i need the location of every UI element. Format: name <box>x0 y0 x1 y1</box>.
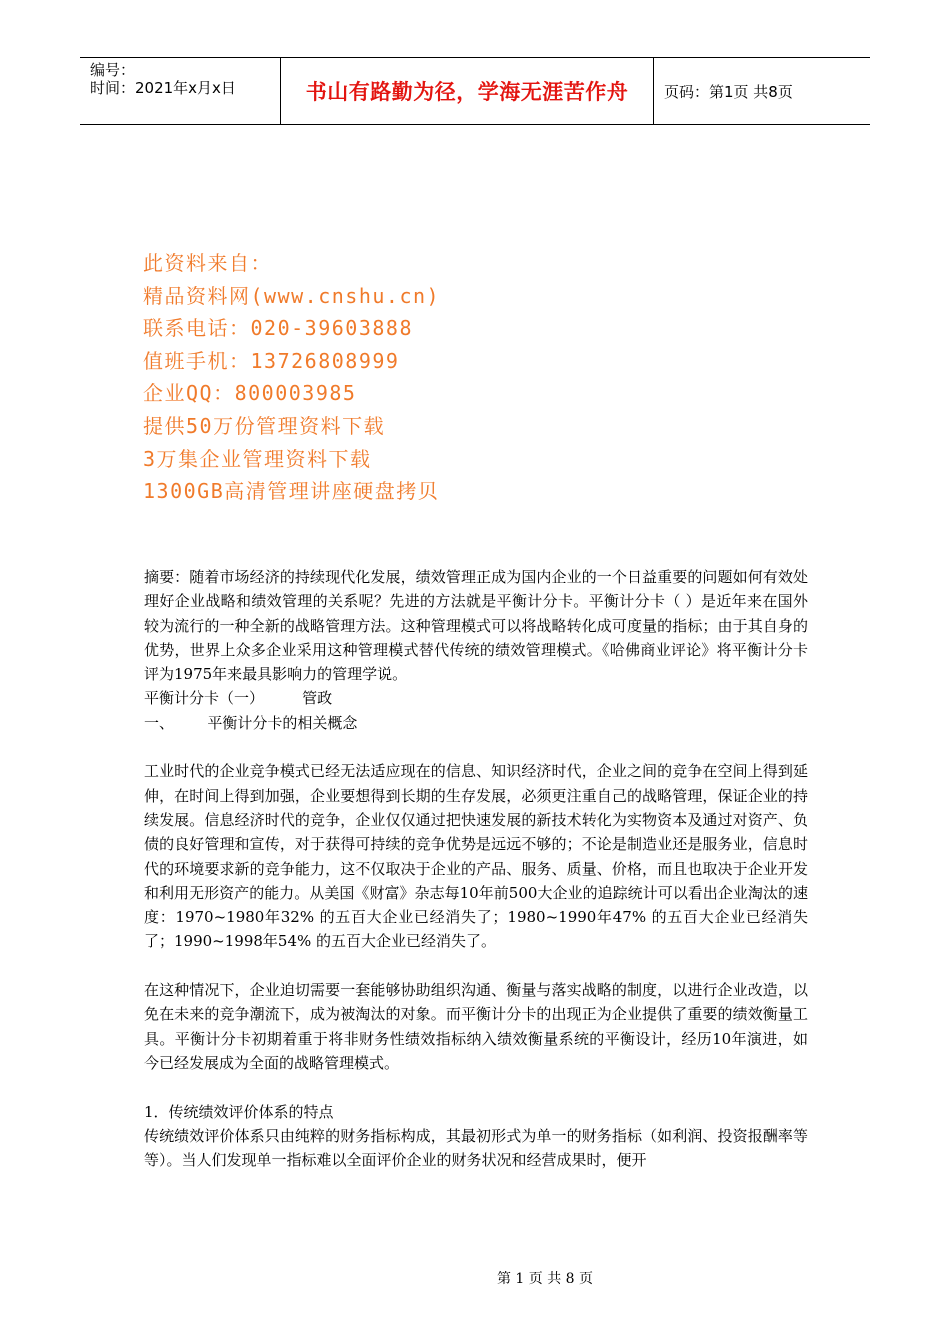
document-body <box>144 565 808 1172</box>
body-paragraph-1: 工业时代的企业竞争模式已经无法适应现在的信息、知识经济时代，企业之间的竞争在空间上得到延伸，在时间上得到加强，企业要想得到长期的生存发展，必须更注重自己的战略管理，保证企业的持续发展。信息经济时代的竞争，企业仅仅通过把快速发展的新技术转化为实物资本及通过对资产、负债的良好管理和宣传，对于获得可持续的竞争优势是远远不够的；不论是制造业还是服务业，信息时代的环境要求新的竞争能力，这不仅取决于企业的产品、服务、质量、价格，而且也取决于企业开发和利用无形资产的能力。从美国《财富》杂志每10年前500大企业的追踪统计可以看出企业淘汰的速度：1970~1980年32% 的五百大企业已经消失了；1980~1990年47% 的五百大企业已经消失了；1990~1998年54% 的五百大企业已经消失了。 <box>144 762 808 951</box>
section-heading: 一、 平衡计分卡的相关概念 <box>144 713 358 732</box>
number-label: 编号： <box>90 61 136 79</box>
ad-line-phone: 联系电话：020-39603888 <box>143 316 413 341</box>
page-footer: 第 1 页 共 8 页 <box>496 1271 594 1287</box>
header-meta <box>80 58 281 124</box>
spacer <box>144 1075 808 1099</box>
ad-line-source: 此资料来自： <box>143 251 272 275</box>
spacer <box>144 954 808 978</box>
spacer <box>144 735 808 759</box>
article-subtitle: 平衡计分卡（一） 管政 <box>144 689 333 708</box>
header-page-info: 页码：第1页 共8页 <box>664 82 793 101</box>
time-label: 时间：2021年x月x日 <box>90 79 236 97</box>
ad-line-website: 精品资料网(www.cnshu.cn) <box>143 283 441 308</box>
ad-line-mobile: 值班手机：13726808999 <box>143 348 400 373</box>
ad-line-collection: 3万集企业管理资料下载 <box>143 446 372 471</box>
ad-line-lectures: 1300GB高清管理讲座硬盘拷贝 <box>143 479 440 504</box>
body-paragraph-3: 传统绩效评价体系只由纯粹的财务指标构成，其最初形式为单一的财务指标（如利润、投资报酬率等等）。当人们发现单一指标难以全面评价企业的财务状况和经营成果时，便开 <box>144 1126 808 1170</box>
document-header <box>80 57 870 125</box>
subsection-heading: 1．传统绩效评价体系的特点 <box>144 1102 334 1121</box>
body-paragraph-2: 在这种情况下，企业迫切需要一套能够协助组织沟通、衡量与落实战略的制度，以进行企业改造，以免在未来的竞争潮流下，成为被淘汰的对象。而平衡计分卡的出现正为企业提供了重要的绩效衡量工具。平衡计分卡初期着重于将非财务性绩效指标纳入绩效衡量系统的平衡设计，经历10年演进，如今已经发展成为全面的战略管理模式。 <box>144 981 808 1072</box>
header-motto: 书山有路勤为径，学海无涯苦作舟 <box>281 58 654 124</box>
source-ad-block <box>143 247 440 508</box>
ad-line-downloads: 提供50万份管理资料下载 <box>143 413 386 438</box>
abstract-paragraph: 摘要：随着市场经济的持续现代化发展，绩效管理正成为国内企业的一个日益重要的问题如何有效处理好企业战略和绩效管理的关系呢？先进的方法就是平衡计分卡。平衡计分卡（ ）是近年来在国外较为流行的一种全新的战略管理方法。这种管理模式可以将战略转化成可度量的指标；由于其自身的优势，世界上众多企业采用这种管理模式替代传统的绩效管理模式。《哈佛商业评论》将平衡计分卡评为1975年来最具影响力的管理学说。 <box>144 568 808 684</box>
ad-line-qq: 企业QQ：800003985 <box>143 381 357 406</box>
